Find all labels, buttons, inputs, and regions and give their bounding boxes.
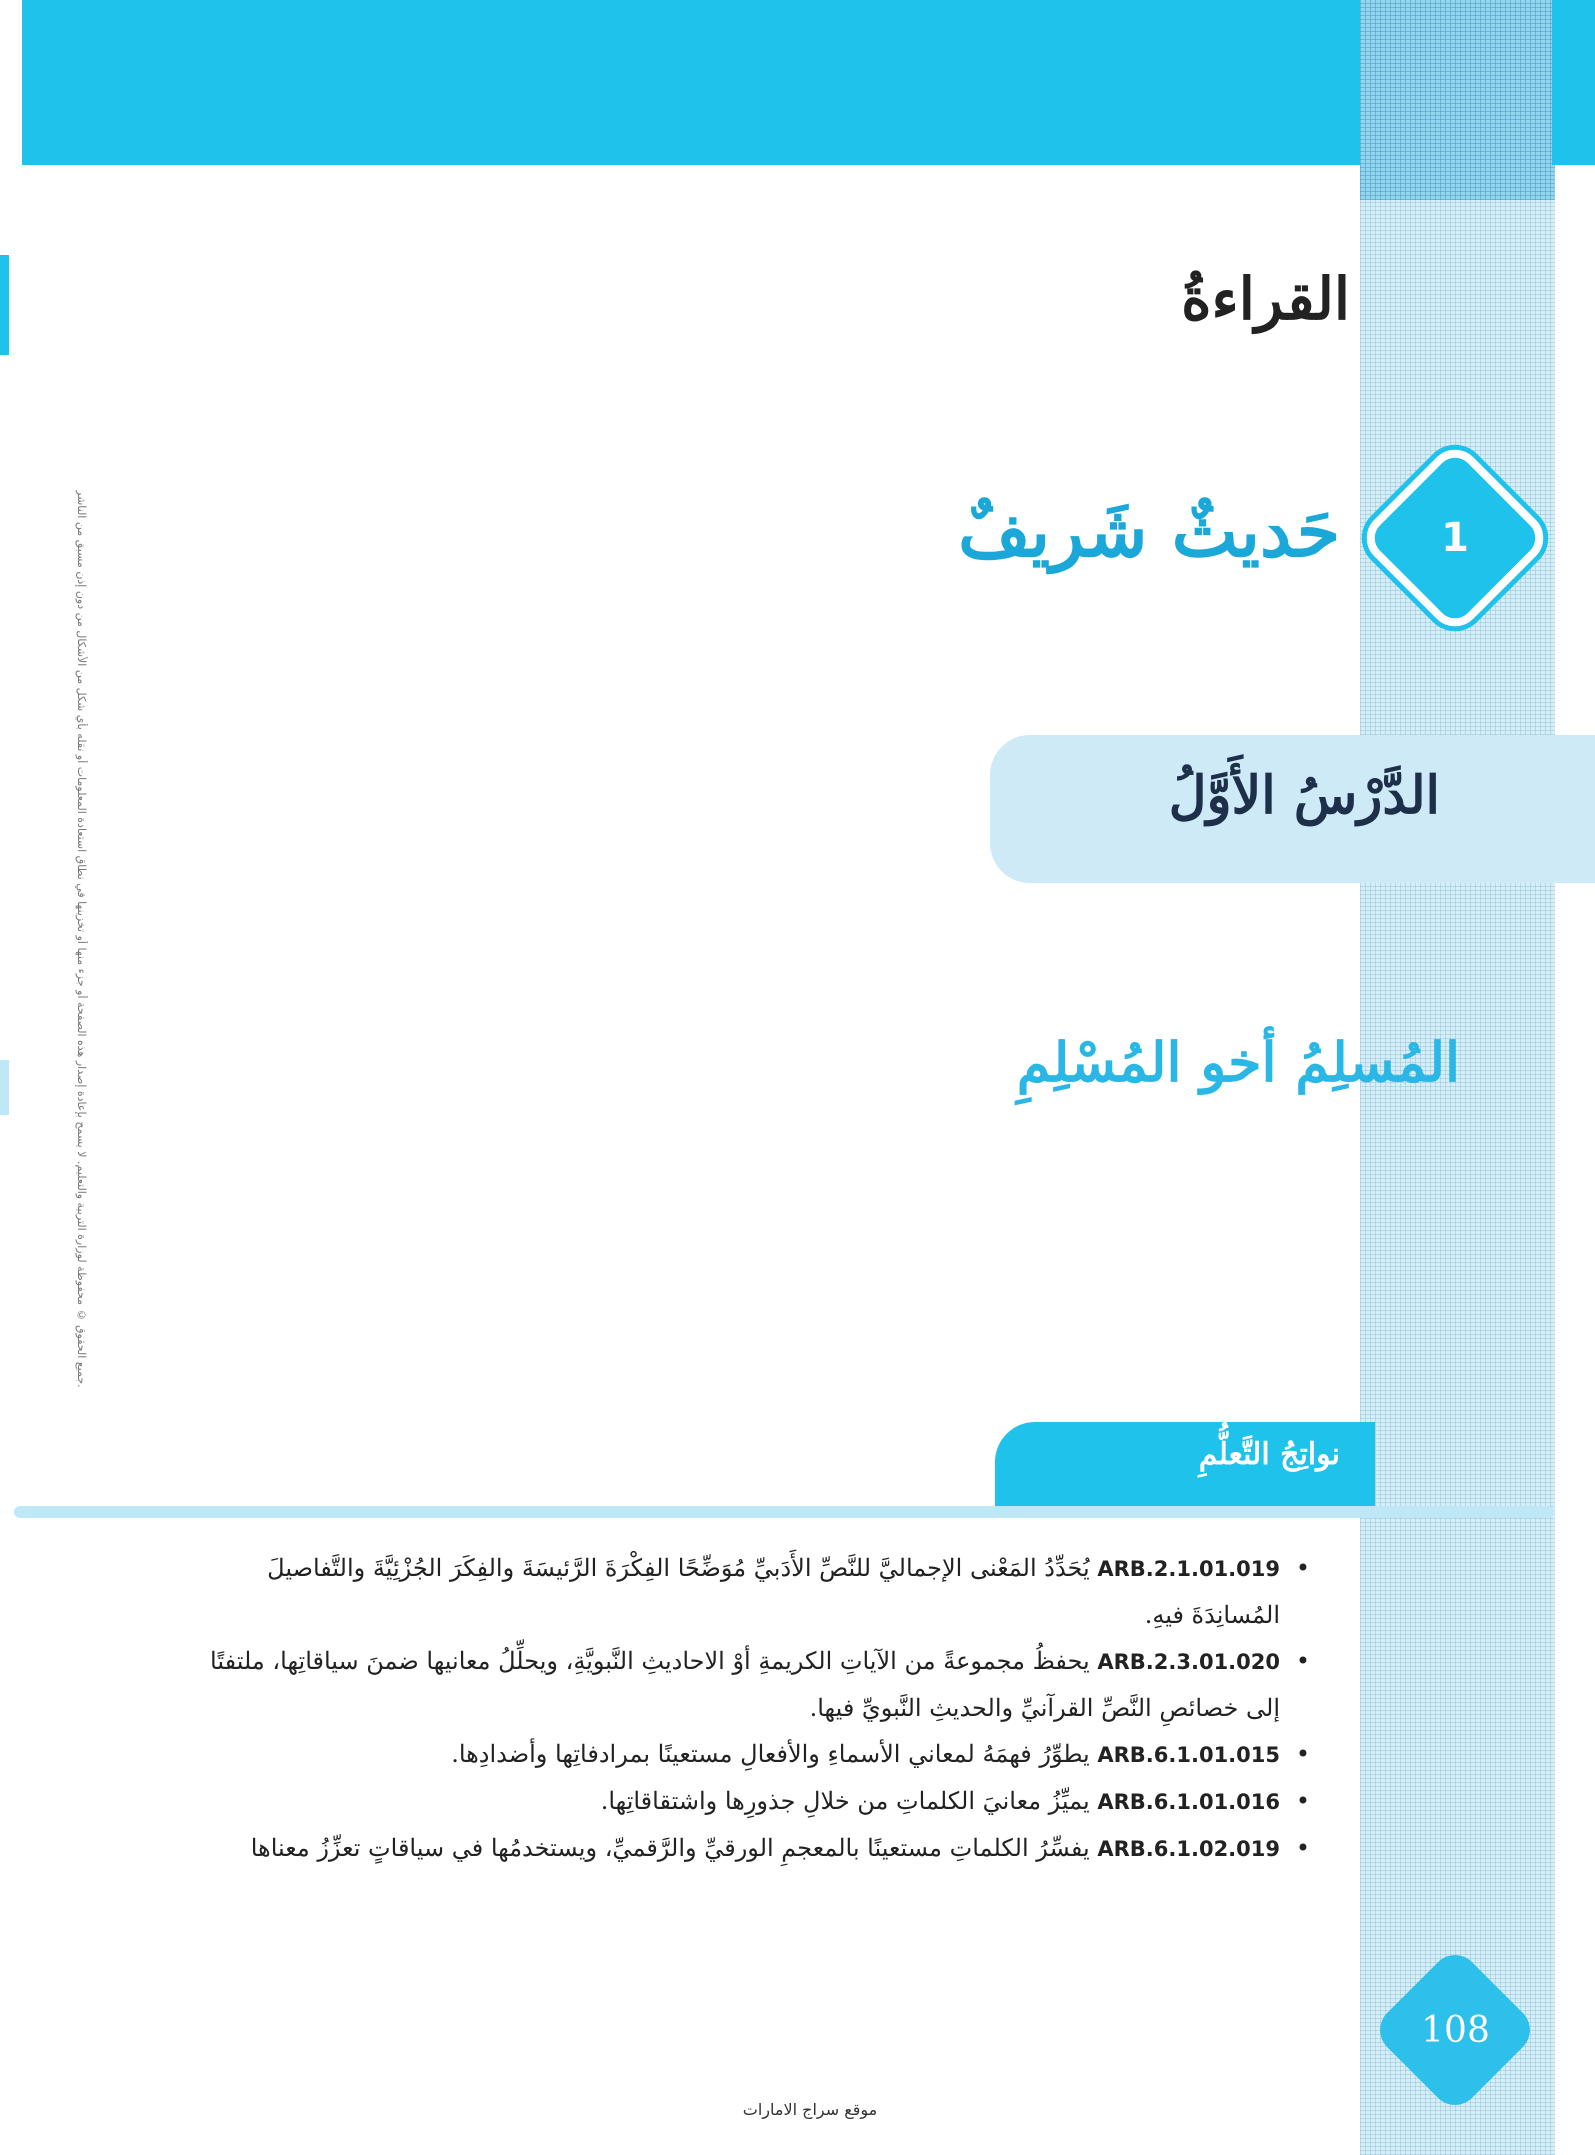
unit-title: حَديثٌ شَريفٌ [958, 490, 1340, 573]
list-item [200, 1731, 1310, 1778]
outcome-code: ARB.2.1.01.019 [1097, 1557, 1280, 1581]
footer-credit: موقع سراج الامارات [742, 2100, 878, 2119]
section-title: القراءةُ [1181, 265, 1350, 333]
outcome-text: يفسِّرُ الكلماتِ مستعينًا بالمعجمِ الورقيِّ والرَّقميِّ، ويستخدمُها في سياقاتٍ تعزِّزُ معناها [250, 1834, 1090, 1862]
text-title: المُسلِمُ أخو المُسْلِمِ [1016, 1030, 1460, 1094]
list-item [200, 1778, 1310, 1825]
left-edge-tab-light [0, 1060, 9, 1115]
bullet-icon: • [1295, 1647, 1310, 1675]
list-item [200, 1638, 1310, 1731]
outcome-code: ARB.6.1.01.015 [1097, 1743, 1280, 1767]
top-right-strip [1552, 0, 1595, 165]
bullet-icon: • [1295, 1740, 1310, 1768]
outcome-text: يطوِّرُ فهمَهُ لمعاني الأسماءِ والأفعالِ مستعينًا بمرادفاتِها وأضدادِها. [451, 1740, 1090, 1768]
outcome-code: ARB.2.3.01.020 [1097, 1650, 1280, 1674]
page-number: 108 [1421, 2009, 1490, 2051]
left-edge-tab [0, 255, 9, 355]
list-item [200, 1825, 1310, 1872]
top-header-band [22, 0, 1382, 165]
learning-outcomes-label: نواتِجُ التَّعلُّمِ [1198, 1437, 1340, 1472]
unit-number: 1 [1441, 515, 1469, 561]
outcome-code: ARB.6.1.02.019 [1097, 1837, 1280, 1861]
outcome-text: يحفظُ مجموعةً من الآياتِ الكريمةِ أوْ الاحاديثِ النَّبويَّةِ، ويحلِّلُ معانيها ضمنَ سياقاتِها، ملتفتًا إلى خصائصِ النَّصِّ القرآنيِّ والحديثِ النَّبويِّ فيها. [210, 1647, 1280, 1722]
side-texture-top [1360, 0, 1555, 200]
lesson-title: الدَّرْسُ الأَوَّلُ [1168, 765, 1440, 826]
outcome-text: يميِّزُ معانيَ الكلماتِ من خلالِ جذورِها واشتقاقاتِها. [600, 1787, 1090, 1815]
learning-outcomes-list [200, 1545, 1310, 1872]
list-item [200, 1545, 1310, 1638]
outcome-text: يُحَدِّدُ المَعْنى الإجماليَّ للنَّصِّ الأَدَبيِّ مُوَضِّحًا الفِكْرَةَ الرَّئيسَةَ والفِكَرَ الجُزْئِيَّةَ والتَّفاصيلَ المُسانِدَةَ فيهِ. [267, 1554, 1280, 1629]
outcome-code: ARB.6.1.01.016 [1097, 1790, 1280, 1814]
bullet-icon: • [1295, 1834, 1310, 1862]
bullet-icon: • [1295, 1554, 1310, 1582]
copyright-side-note: جميع الحقوق © محفوظة لوزارة التربية والتعليم. لا يسمح بإعادة إصدار هذه الصفحة أو جزء منها أو تخزينها في نطاق استعادة المعلومات أو نقله بأي شكل من الأشكال من دون إذن مسبق من الناشر. [75, 490, 88, 1388]
section-divider [14, 1506, 1554, 1518]
bullet-icon: • [1295, 1787, 1310, 1815]
